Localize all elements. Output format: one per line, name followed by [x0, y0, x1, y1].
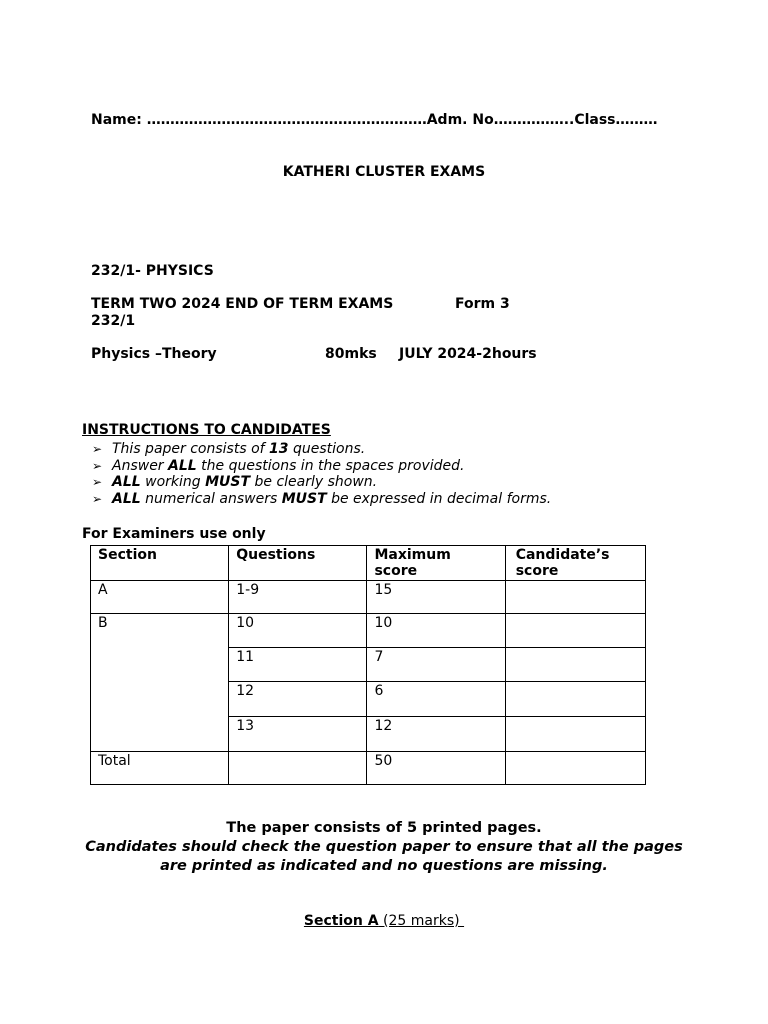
cell-candidate-score[interactable] [505, 581, 645, 614]
cell-candidate-score[interactable] [505, 614, 645, 648]
cell-candidate-score[interactable] [505, 682, 645, 717]
paper-date-duration: JULY 2024-2hours [399, 346, 537, 362]
instruction-item: ➢ Answer ALL the questions in the spaces provided. [92, 458, 465, 474]
table-row [91, 614, 646, 648]
section-a-heading [0, 913, 768, 929]
cell-candidate-score[interactable] [505, 648, 645, 682]
table-row [91, 581, 646, 614]
name-adm-class-line: Name: ……………………………………………………Adm. No……………..Class……… [91, 112, 658, 128]
cell-max-score: 7 [367, 648, 505, 682]
cell-candidate-score[interactable] [505, 717, 645, 752]
table-header-row [91, 546, 646, 581]
header-section: Section [91, 546, 229, 581]
arrow-bullet-icon: ➢ [92, 475, 103, 489]
examiners-label: For Examiners use only [82, 526, 266, 542]
arrow-bullet-icon: ➢ [92, 459, 103, 473]
instruction-item: ➢ ALL working MUST be clearly shown. [92, 474, 378, 490]
cell-questions: 13 [229, 717, 367, 752]
cell-section: B [91, 614, 229, 752]
cell-questions [229, 752, 367, 785]
cell-max-score: 15 [367, 581, 505, 614]
instructions-heading: INSTRUCTIONS TO CANDIDATES [82, 422, 331, 438]
header-maximum-score: Maximum score [367, 546, 505, 581]
form-label: Form 3 [455, 296, 510, 312]
cell-section: Total [91, 752, 229, 785]
paper-code-subject: 232/1- PHYSICS [91, 263, 214, 279]
cell-max-score: 10 [367, 614, 505, 648]
pages-note: The paper consists of 5 printed pages. [226, 820, 542, 836]
section-title: Section A [303, 913, 379, 929]
instruction-item: ➢ This paper consists of 13 questions. [92, 441, 366, 457]
header-candidates-score: Candidate’s score [505, 546, 645, 581]
paper-name: Physics –Theory [91, 346, 217, 362]
arrow-bullet-icon: ➢ [92, 492, 103, 506]
examiners-score-table [90, 545, 646, 785]
cell-max-score: 50 [367, 752, 505, 785]
cell-questions: 11 [229, 648, 367, 682]
arrow-bullet-icon: ➢ [92, 442, 103, 456]
paper-marks: 80mks [325, 346, 377, 362]
section-marks: (25 marks) [378, 913, 465, 929]
check-note-line1: Candidates should check the question paper to ensure that all the pages [85, 839, 683, 855]
cell-max-score: 12 [367, 717, 505, 752]
cell-questions: 1-9 [229, 581, 367, 614]
cell-max-score: 6 [367, 682, 505, 717]
term-label: TERM TWO 2024 END OF TERM EXAMS [91, 296, 394, 312]
check-note-line2: are printed as indicated and no questions are missing. [160, 858, 608, 874]
cell-questions: 12 [229, 682, 367, 717]
header-questions: Questions [229, 546, 367, 581]
instruction-item: ➢ ALL numerical answers MUST be expressed in decimal forms. [92, 491, 552, 507]
exam-title: KATHERI CLUSTER EXAMS [282, 164, 486, 180]
cell-candidate-score[interactable] [505, 752, 645, 785]
paper-code: 232/1 [91, 313, 136, 329]
cell-section: A [91, 581, 229, 614]
table-total-row [91, 752, 646, 785]
cell-questions: 10 [229, 614, 367, 648]
